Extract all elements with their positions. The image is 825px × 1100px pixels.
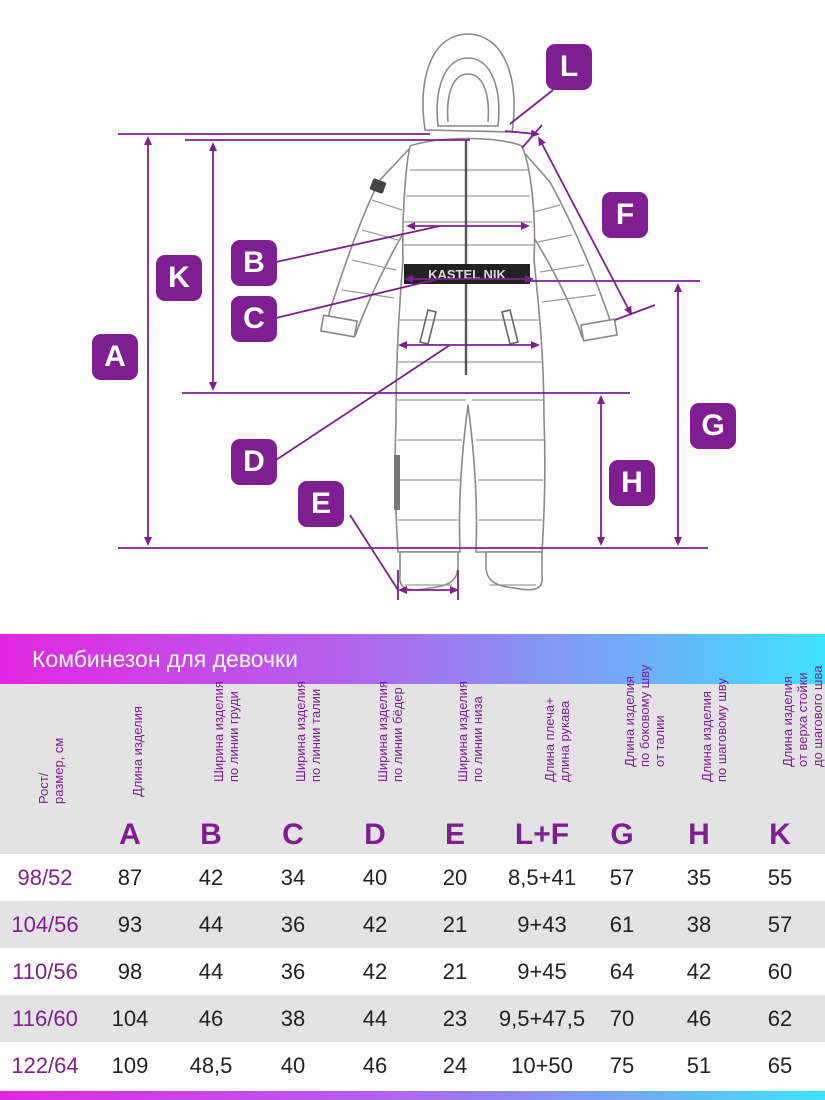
value-cell: 8,5+41 bbox=[508, 865, 576, 890]
header-letter: E bbox=[444, 818, 465, 851]
value-cell: 109 bbox=[111, 1053, 149, 1078]
header-letter: C bbox=[282, 818, 304, 851]
size-cell: 104/56 bbox=[11, 912, 79, 937]
value-cell: 40 bbox=[362, 865, 388, 890]
value-cell: 93 bbox=[117, 912, 143, 937]
size-cell: 116/60 bbox=[12, 1006, 78, 1031]
header-desc: Ширина изделия по линии низа bbox=[455, 681, 485, 782]
value-cell: 42 bbox=[362, 912, 388, 937]
value-cell: 38 bbox=[686, 912, 712, 937]
header-col-c bbox=[252, 681, 334, 854]
value-cell: 98 bbox=[117, 959, 143, 984]
label-k: K bbox=[156, 255, 202, 301]
value-cell: 64 bbox=[609, 959, 635, 984]
value-cell: 24 bbox=[442, 1053, 468, 1078]
size-cell: 122/64 bbox=[11, 1053, 79, 1078]
value-cell: 42 bbox=[686, 959, 712, 984]
table-row bbox=[0, 995, 825, 1042]
bottom-accent-bar bbox=[0, 1091, 825, 1100]
header-col-a bbox=[90, 684, 170, 854]
label-d: D bbox=[231, 439, 277, 485]
value-cell: 44 bbox=[362, 1006, 388, 1031]
value-cell: 9,5+47,5 bbox=[498, 1006, 586, 1031]
value-cell: 34 bbox=[280, 865, 306, 890]
label-g: G bbox=[690, 403, 736, 449]
value-cell: 46 bbox=[362, 1053, 388, 1078]
value-cell: 23 bbox=[442, 1006, 468, 1031]
header-desc: Длина изделия по шаговому шву bbox=[699, 678, 729, 782]
header-col-b bbox=[170, 681, 252, 854]
header-desc: Ширина изделия по линии бёдер bbox=[375, 681, 405, 782]
label-c: C bbox=[231, 296, 277, 342]
value-cell: 44 bbox=[198, 912, 224, 937]
value-cell: 38 bbox=[280, 1006, 306, 1031]
header-letter: B bbox=[200, 818, 222, 851]
value-cell: 57 bbox=[609, 865, 635, 890]
value-cell: 44 bbox=[198, 959, 224, 984]
value-cell: 9+43 bbox=[517, 912, 567, 937]
brand-text: KASTEL NIK bbox=[428, 267, 506, 282]
value-cell: 55 bbox=[767, 865, 793, 890]
value-cell: 46 bbox=[198, 1006, 224, 1031]
value-cell: 9+45 bbox=[517, 959, 567, 984]
header-desc: Длина плеча+ длина рукава bbox=[542, 697, 572, 782]
label-e: E bbox=[298, 481, 344, 527]
value-cell: 21 bbox=[442, 959, 468, 984]
value-cell: 87 bbox=[117, 865, 143, 890]
size-table bbox=[0, 664, 825, 1092]
header-size bbox=[0, 684, 100, 854]
value-cell: 36 bbox=[280, 959, 306, 984]
value-cell: 35 bbox=[686, 865, 712, 890]
value-cell: 65 bbox=[767, 1053, 793, 1078]
table-row bbox=[0, 901, 825, 948]
value-cell: 21 bbox=[442, 912, 468, 937]
header-col-lf bbox=[494, 684, 590, 854]
value-cell: 62 bbox=[767, 1006, 793, 1031]
header-col-g bbox=[590, 664, 667, 854]
header-letter: A bbox=[119, 818, 141, 851]
header-desc: Длина изделия от верха стойки до шагового шва bbox=[780, 665, 825, 767]
size-cell: 110/56 bbox=[12, 959, 78, 984]
label-a: A bbox=[92, 334, 138, 380]
value-cell: 10+50 bbox=[511, 1053, 573, 1078]
table-row bbox=[0, 948, 825, 995]
value-cell: 42 bbox=[362, 959, 388, 984]
value-cell: 57 bbox=[767, 912, 793, 937]
header-col-h bbox=[654, 678, 744, 854]
table-row bbox=[0, 1042, 825, 1089]
label-h: H bbox=[609, 460, 655, 506]
header-letter: G bbox=[610, 818, 634, 851]
header-desc: Ширина изделия по линии груди bbox=[211, 681, 241, 782]
header-size-label: Рост/ размер, см bbox=[36, 737, 66, 804]
header-letter: H bbox=[688, 818, 710, 851]
header-col-e bbox=[416, 681, 494, 854]
header-desc: Длина изделия bbox=[130, 706, 145, 797]
header-desc: Длина изделия по боковому шву от талии bbox=[622, 664, 667, 767]
value-cell: 40 bbox=[280, 1053, 306, 1078]
value-cell: 70 bbox=[609, 1006, 635, 1031]
header-letter: L+F bbox=[514, 818, 570, 851]
value-cell: 48,5 bbox=[189, 1053, 233, 1078]
title-banner bbox=[0, 634, 825, 684]
size-cell: 98/52 bbox=[17, 865, 73, 890]
value-cell: 42 bbox=[198, 865, 224, 890]
table-row bbox=[0, 854, 825, 901]
label-b: B bbox=[231, 240, 277, 286]
value-cell: 104 bbox=[111, 1006, 149, 1031]
header-letter: K bbox=[769, 818, 791, 851]
header-desc: Ширина изделия по линии талии bbox=[293, 681, 323, 782]
product-title: Комбинезон для девочки bbox=[32, 646, 298, 672]
value-cell: 60 bbox=[767, 959, 793, 984]
header-letter: D bbox=[364, 818, 386, 851]
value-cell: 75 bbox=[609, 1053, 635, 1078]
header-col-d bbox=[334, 681, 416, 854]
label-l: L bbox=[546, 44, 592, 90]
value-cell: 36 bbox=[280, 912, 306, 937]
value-cell: 51 bbox=[686, 1053, 712, 1078]
value-cell: 20 bbox=[442, 865, 468, 890]
label-f: F bbox=[602, 192, 648, 238]
value-cell: 46 bbox=[686, 1006, 712, 1031]
table-header bbox=[0, 664, 825, 854]
header-col-k bbox=[744, 665, 825, 854]
value-cell: 61 bbox=[609, 912, 635, 937]
